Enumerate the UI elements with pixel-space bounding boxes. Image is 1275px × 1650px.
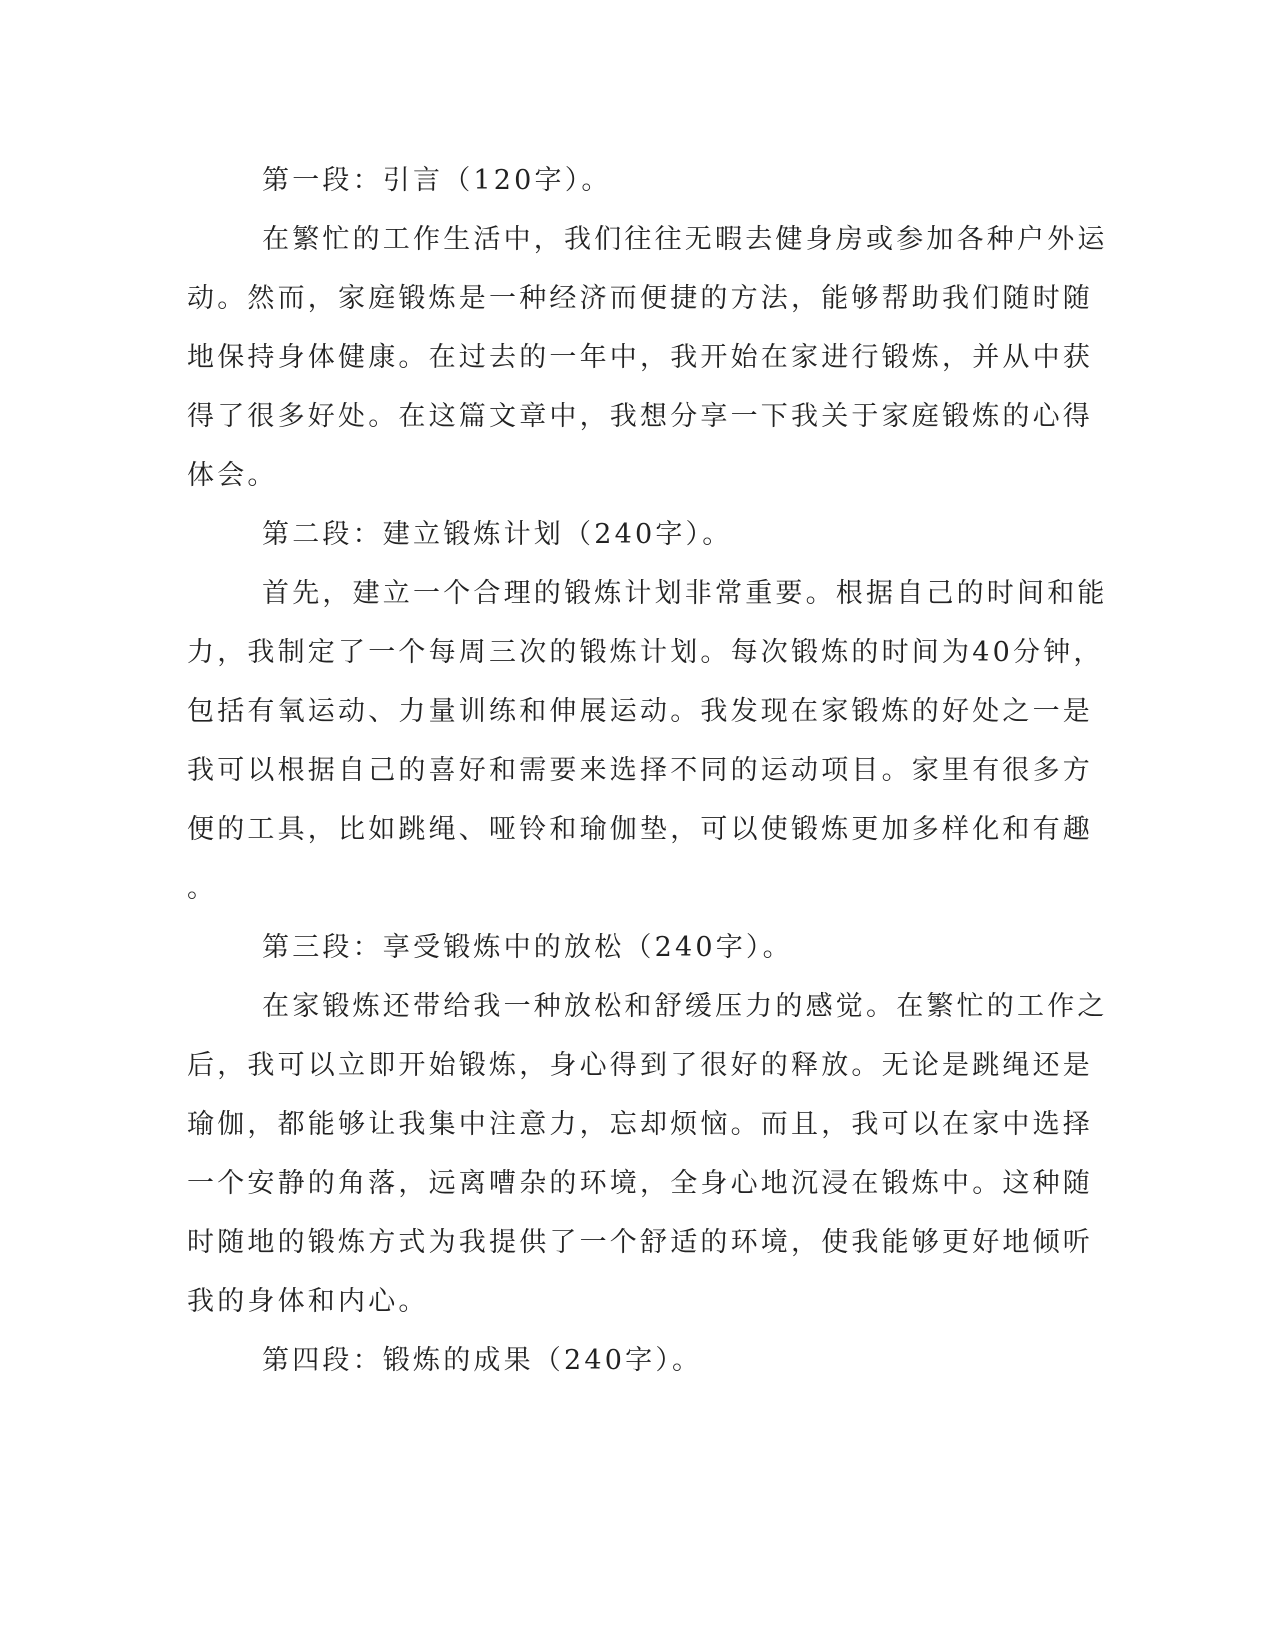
paragraph-line: 在家锻炼还带给我一种放松和舒缓压力的感觉。在繁忙的工作之 — [262, 991, 1108, 1022]
section-heading: 第三段：享受锻炼中的放松（240字）。 — [262, 932, 793, 963]
section-heading: 第一段：引言（120字）。 — [262, 165, 612, 196]
paragraph-line: 地保持身体健康。在过去的一年中，我开始在家进行锻炼，并从中获 — [187, 342, 1093, 373]
paragraph-line: 力，我制定了一个每周三次的锻炼计划。每次锻炼的时间为40分钟， — [187, 637, 1104, 668]
paragraph-line: 在繁忙的工作生活中，我们往往无暇去健身房或参加各种户外运 — [262, 224, 1108, 255]
paragraph-line: 便的工具，比如跳绳、哑铃和瑜伽垫，可以使锻炼更加多样化和有趣 — [187, 814, 1093, 845]
paragraph-line: 一个安静的角落，远离嘈杂的环境，全身心地沉浸在锻炼中。这种随 — [187, 1168, 1093, 1199]
paragraph-line: 我可以根据自己的喜好和需要来选择不同的运动项目。家里有很多方 — [187, 755, 1093, 786]
paragraph-line: 后，我可以立即开始锻炼，身心得到了很好的释放。无论是跳绳还是 — [187, 1050, 1093, 1081]
paragraph-line: 瑜伽，都能够让我集中注意力，忘却烦恼。而且，我可以在家中选择 — [187, 1109, 1093, 1140]
paragraph-line: 时随地的锻炼方式为我提供了一个舒适的环境，使我能够更好地倾听 — [187, 1227, 1093, 1258]
paragraph-line: 首先，建立一个合理的锻炼计划非常重要。根据自己的时间和能 — [262, 578, 1108, 609]
paragraph-line: 体会。 — [187, 460, 278, 491]
section-heading: 第二段：建立锻炼计划（240字）。 — [262, 519, 733, 550]
paragraph-line: 。 — [187, 873, 218, 904]
section-heading: 第四段：锻炼的成果（240字）。 — [262, 1345, 703, 1376]
paragraph-line: 得了很多好处。在这篇文章中，我想分享一下我关于家庭锻炼的心得 — [187, 401, 1093, 432]
paragraph-line: 我的身体和内心。 — [187, 1286, 429, 1317]
paragraph-line: 包括有氧运动、力量训练和伸展运动。我发现在家锻炼的好处之一是 — [187, 696, 1093, 727]
paragraph-line: 动。然而，家庭锻炼是一种经济而便捷的方法，能够帮助我们随时随 — [187, 283, 1093, 314]
